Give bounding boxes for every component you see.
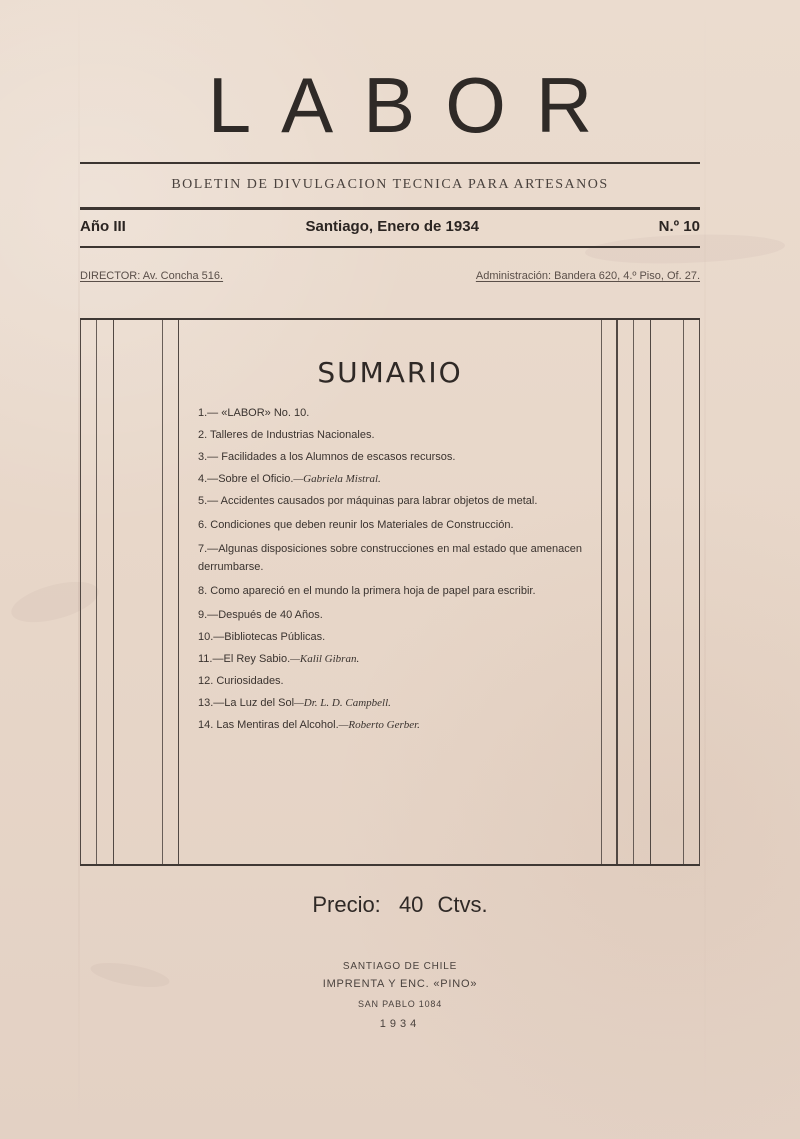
contents-item (198, 606, 586, 624)
place-date: Santiago, Enero de 1934 (305, 218, 479, 235)
item-title: Bibliotecas Públicas. (224, 631, 326, 643)
item-number: 14. (198, 719, 214, 731)
border-line (699, 320, 700, 864)
border-line (683, 320, 684, 864)
contents-item (198, 470, 586, 488)
header-rule-bottom (80, 246, 700, 248)
item-title: Como apareció en el mundo la primera hoja de papel para escribir. (210, 585, 536, 597)
border-line (616, 320, 618, 864)
header-rule-top (80, 162, 700, 164)
border-line (96, 320, 97, 864)
item-title: Facilidades a los Alumnos de escasos recursos. (221, 451, 456, 463)
masthead-title: LABOR (207, 61, 623, 149)
item-number: 10.— (198, 631, 225, 643)
item-author: —Dr. L. D. Campbell. (294, 697, 391, 709)
director-address: DIRECTOR: Av. Concha 516. (80, 270, 224, 282)
item-number: 9.— (198, 609, 219, 621)
item-title: Condiciones que deben reunir los Materiales de Construcción. (210, 519, 514, 531)
imprint-press: IMPRENTA Y ENC. «PINO» (322, 978, 478, 990)
item-number: 5.— (198, 495, 219, 507)
item-number: 11.— (198, 653, 224, 665)
header-rule-middle (80, 207, 700, 210)
item-title: Curiosidades. (216, 675, 284, 687)
price-line (0, 892, 800, 918)
item-number: 12. (198, 675, 214, 687)
issue-info-row (80, 218, 700, 235)
contents-item (198, 448, 586, 466)
contents-item (198, 672, 586, 690)
item-number: 4.— (198, 473, 219, 485)
paper-stain (585, 232, 786, 267)
item-author: —Roberto Gerber. (338, 719, 420, 731)
border-line (601, 320, 602, 864)
contents-panel (80, 318, 700, 866)
item-title: Sobre el Oficio. (218, 473, 294, 485)
item-title: La Luz del Sol (224, 697, 295, 709)
item-number: 13.— (198, 697, 225, 709)
price-value: 40 (398, 892, 424, 917)
imprint-address: SAN PABLO 1084 (357, 999, 443, 1009)
administration-address: Administración: Bandera 620, 4.º Piso, Of. 27. (475, 270, 700, 282)
contact-info-row (80, 270, 700, 282)
border-line (178, 320, 179, 864)
price-label: Precio: (312, 892, 381, 917)
item-title: El Rey Sabio. (223, 653, 291, 665)
item-author: —Kalil Gibran. (290, 653, 360, 665)
item-title: Accidentes causados por máquinas para labrar objetos de metal. (220, 495, 538, 507)
contents-item (198, 492, 586, 510)
subtitle: BOLETIN DE DIVULGACION TECNICA PARA ARTESANOS (171, 177, 609, 192)
item-number: 3.— (198, 451, 219, 463)
border-line (113, 320, 114, 864)
contents-item (198, 650, 586, 668)
contents-item (198, 694, 586, 712)
item-title: «LABOR» No. 10. (221, 407, 310, 419)
border-line (650, 320, 651, 864)
item-title: Las Mentiras del Alcohol. (216, 719, 339, 731)
contents-item (198, 426, 586, 444)
item-number: 8. (198, 585, 208, 597)
border-line (80, 320, 81, 864)
item-author: —Gabriela Mistral. (293, 473, 381, 485)
contents-title: SUMARIO (317, 356, 463, 389)
border-line (633, 320, 634, 864)
item-title: Algunas disposiciones sobre construcciones en mal estado que amenacen derrumbarse. (198, 543, 583, 573)
contents-item (198, 716, 586, 734)
issue-number: N.º 10 (658, 218, 700, 235)
item-number: 2. (198, 429, 208, 441)
year-label: Año III (80, 218, 126, 235)
contents-item (198, 404, 586, 422)
item-number: 6. (198, 519, 208, 531)
price-unit: Ctvs. (437, 892, 488, 917)
contents-item (198, 516, 586, 534)
contents-list (198, 404, 586, 738)
imprint-year: 1934 (379, 1018, 421, 1030)
border-line (162, 320, 163, 864)
item-title: Después de 40 Años. (218, 609, 323, 621)
contents-item (198, 540, 586, 576)
imprint-city: SANTIAGO DE CHILE (342, 961, 458, 972)
contents-item (198, 628, 586, 646)
item-number: 1.— (198, 407, 219, 419)
item-title: Talleres de Industrias Nacionales. (210, 429, 375, 441)
contents-item (198, 582, 586, 600)
item-number: 7.— (198, 543, 219, 555)
